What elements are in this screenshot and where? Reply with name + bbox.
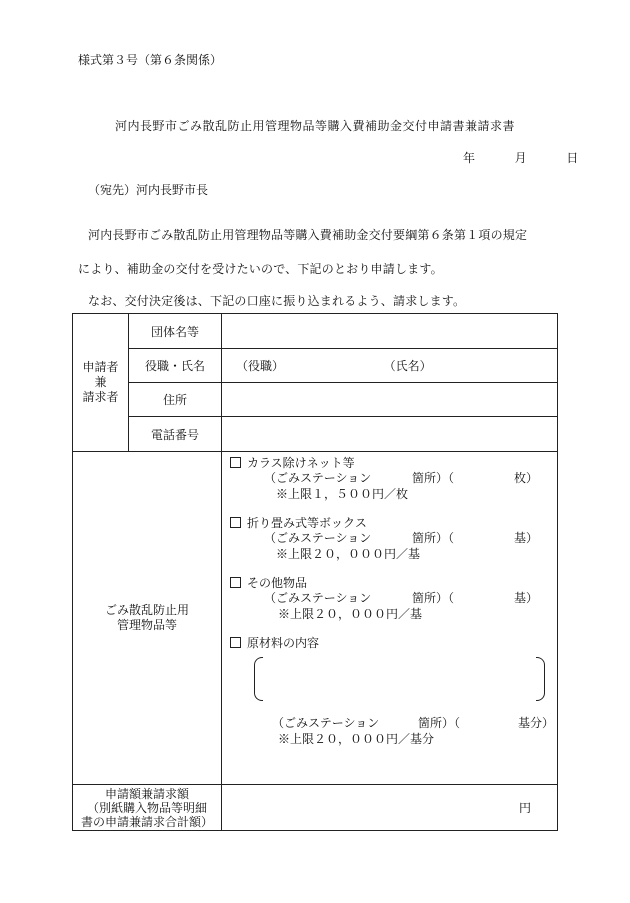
table-row: [73, 383, 558, 417]
goods-label: ごみ散乱防止用 管理物品等: [73, 452, 222, 785]
applicant-group-label: 申請者 兼 請求者: [73, 314, 129, 452]
crow-net-limit: ※上限１，５００円／枚: [276, 487, 409, 501]
paragraph-3: なお、交付決定後は、下記の口座に振り込まれるよう、請求します。: [88, 294, 466, 308]
materials-station: （ごみステーション: [272, 716, 380, 730]
position-label: （役職）: [236, 359, 285, 373]
goods-item-materials: 原材料の内容: [230, 634, 319, 651]
folding-box-places: 箇所）（: [412, 531, 455, 545]
folding-box-limit: ※上限２０，０００円／基: [276, 547, 421, 561]
folding-box-station: （ごみステーション: [264, 531, 372, 545]
other-unit: 基）: [514, 591, 539, 605]
position-name-field[interactable]: [222, 349, 558, 383]
date-month: 月: [514, 151, 527, 165]
crow-net-unit: 枚）: [514, 471, 539, 485]
total-unit: 円: [518, 801, 531, 815]
table-row: [73, 452, 558, 785]
total-amount-field[interactable]: [222, 785, 558, 831]
date-day: 日: [566, 151, 579, 165]
document-title: 河内長野市ごみ散乱防止用管理物品等購入費補助金交付申請書兼請求書: [114, 119, 515, 133]
crow-net-checkbox[interactable]: [230, 457, 241, 468]
materials-checkbox[interactable]: [230, 637, 241, 648]
crow-net-station: （ごみステーション: [264, 471, 372, 485]
materials-unit: 基分）: [518, 716, 555, 730]
paragraph-2: により、補助金の交付を受けたいので、下記のとおり申請します。: [78, 262, 443, 276]
table-row: [73, 785, 558, 831]
addressee: （宛先）河内長野市長: [88, 183, 209, 197]
group-name-label: 団体名等: [129, 314, 222, 349]
materials-bracket-right: [536, 657, 545, 701]
materials-content-field[interactable]: [264, 657, 534, 699]
other-places: 箇所）（: [412, 591, 455, 605]
application-table: [72, 313, 558, 831]
other-station: （ごみステーション: [264, 591, 372, 605]
name-label: （氏名）: [383, 359, 432, 373]
goods-item-folding-box: 折り畳み式等ボックス: [230, 514, 367, 531]
phone-label: 電話番号: [129, 417, 222, 452]
phone-field[interactable]: [222, 417, 558, 452]
materials-bracket-left: [254, 657, 263, 701]
total-label: 申請額兼請求額 （別紙購入物品等明細 書の申請兼請求合計額）: [73, 785, 222, 831]
materials-places: 箇所）（: [418, 716, 461, 730]
goods-item-other: その他物品: [230, 574, 307, 591]
date-line: [463, 149, 578, 166]
other-checkbox[interactable]: [230, 577, 241, 588]
table-row: [73, 349, 558, 383]
date-year: 年: [463, 151, 476, 165]
table-row: [73, 417, 558, 452]
goods-item-crow-net: カラス除けネット等: [230, 454, 355, 471]
form-number: 様式第３号（第６条関係）: [78, 53, 223, 67]
address-field[interactable]: [222, 383, 558, 417]
folding-box-checkbox[interactable]: [230, 517, 241, 528]
goods-items-cell: [222, 452, 558, 785]
paragraph-1: 河内長野市ごみ散乱防止用管理物品等購入費補助金交付要綱第６条第１項の規定: [88, 228, 528, 242]
position-name-label: 役職・氏名: [129, 349, 222, 383]
table-row: [73, 314, 558, 349]
group-name-field[interactable]: [222, 314, 558, 349]
address-label: 住所: [129, 383, 222, 417]
crow-net-places: 箇所）（: [412, 471, 455, 485]
materials-limit: ※上限２０，０００円／基分: [278, 732, 435, 746]
other-limit: ※上限２０，０００円／基: [278, 607, 423, 621]
folding-box-unit: 基）: [514, 531, 539, 545]
